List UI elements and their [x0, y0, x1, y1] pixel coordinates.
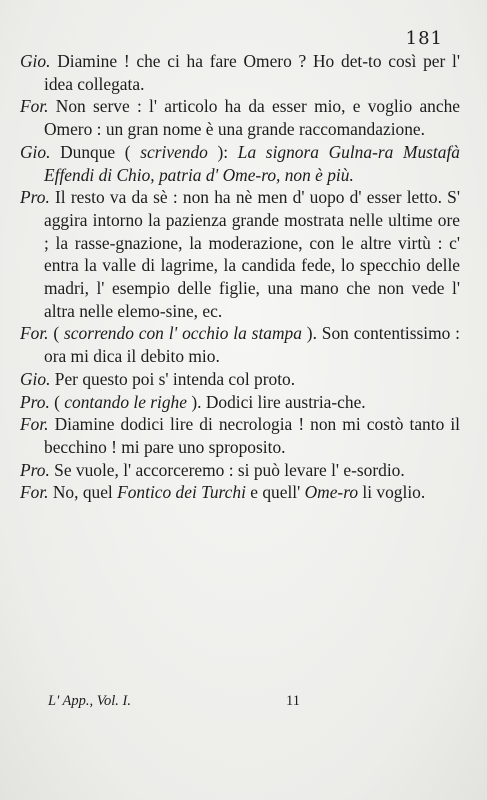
speaker-label: For.	[20, 323, 49, 344]
dialogue-line: Non serve : l' articolo ha da esser mio, e voglio anche Omero : un gran nome è una grande raccomandazione.	[44, 96, 460, 140]
speaker-label: For.	[20, 482, 49, 503]
dialogue-line: No, quel	[48, 482, 118, 503]
speaker-label: For.	[20, 96, 49, 117]
dialogue-line: ). Dodici lire austria-che.	[186, 391, 366, 412]
dialogue-line: ):	[207, 141, 238, 162]
dialogue-line: Diamine dodici lire di necrologia ! non mi costò tanto il becchino ! mi pare uno sproposito.	[44, 414, 460, 457]
speaker-label: Pro.	[20, 187, 50, 208]
italic-text: Fontico dei Turchi	[117, 482, 246, 503]
dialogue-paragraph	[20, 95, 460, 140]
italic-text: Ome-ro	[304, 482, 359, 503]
dialogue-paragraph	[20, 459, 460, 482]
italic-text: La signora Gulna-ra Mustafà Effendi di Chio, patria d' Ome-ro, non è più.	[44, 141, 460, 185]
dialogue-paragraph	[20, 481, 460, 504]
dialogue-paragraph	[20, 186, 460, 322]
page-number: 181	[405, 28, 443, 49]
dialogue-text	[20, 50, 460, 504]
dialogue-paragraph	[20, 413, 460, 458]
dialogue-paragraph	[20, 322, 460, 367]
speaker-label: Gio.	[20, 141, 51, 162]
dialogue-line: Diamine ! che ci ha fare Omero ? Ho det-to così per l' idea collegata.	[44, 51, 460, 94]
speaker-label: For.	[20, 414, 49, 435]
italic-text: scorrendo con l' occhio la stampa	[64, 323, 302, 344]
speaker-label: Pro.	[20, 391, 50, 412]
dialogue-line: li voglio.	[358, 482, 426, 503]
dialogue-paragraph	[20, 141, 460, 186]
dialogue-line: (	[48, 323, 65, 344]
page-footer	[48, 693, 348, 710]
dialogue-paragraph	[20, 368, 460, 391]
dialogue-line: (	[49, 391, 65, 412]
dialogue-line: Dunque (	[50, 141, 141, 162]
dialogue-paragraph	[20, 391, 460, 414]
dialogue-line: ). Son contentissimo : ora mi dica il debito mio.	[44, 323, 460, 367]
dialogue-line: Se vuole, l' accorceremo : si può levare l' e-sordio.	[49, 459, 405, 480]
italic-text: contando le righe	[64, 391, 187, 412]
dialogue-line: Il resto va da sè : non ha nè men d' uopo d' esser letto. S' aggira intorno la pazienza grande mostrata nelle ultime ore ; la rasse-gnazione, la moderazione, con le altre virtù : c' entra la valle di lagrime, la candida fede, lo specchio delle madri, l' esempio delle figlie, una mano che non vede l' altra nelle elemo-sine, ec.	[44, 187, 460, 321]
speaker-label: Gio.	[20, 51, 51, 71]
dialogue-line: e quell'	[245, 482, 305, 503]
dialogue-paragraph	[20, 50, 460, 95]
signature-mark: L' App., Vol. I.	[48, 693, 131, 709]
speaker-label: Pro.	[20, 459, 50, 480]
italic-text: scrivendo	[140, 141, 208, 162]
dialogue-line: Per questo poi s' intenda col proto.	[50, 368, 296, 389]
speaker-label: Gio.	[20, 368, 51, 389]
gathering-number: 11	[286, 693, 300, 709]
